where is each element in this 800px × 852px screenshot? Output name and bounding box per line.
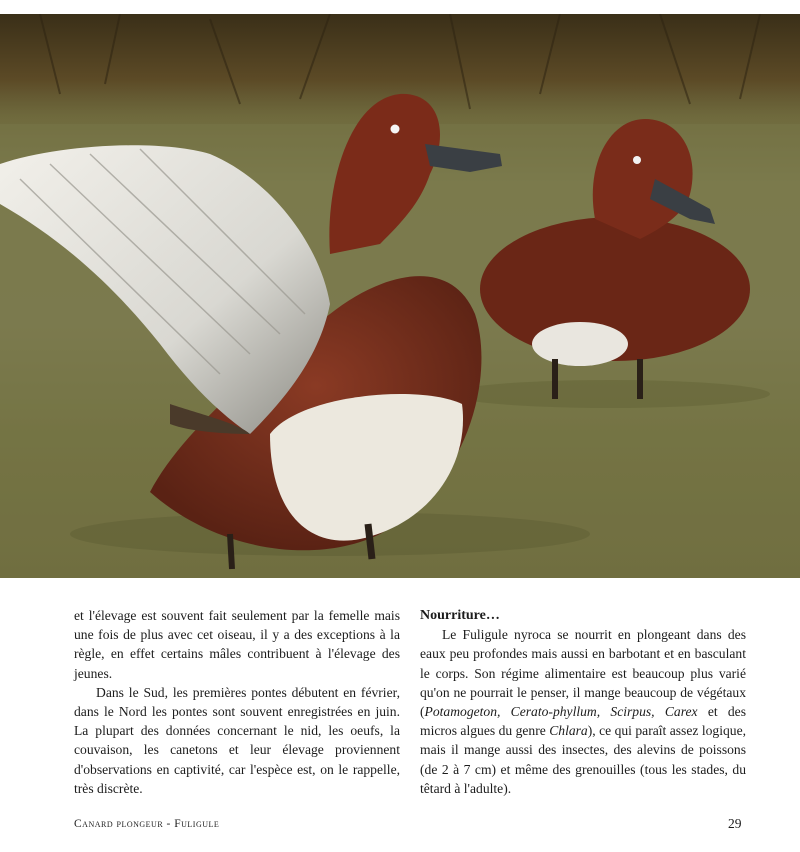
left-paragraph-1: et l'élevage est souvent fait seulement par la femelle mais une fois de plus avec cet oiseau, il y a des exceptions à la règle, en effet certains mâles contribuent à l'élevage des jeunes. xyxy=(74,608,400,681)
left-paragraph-2: Dans le Sud, les premières pontes débutent en février, dans le Nord les pontes sont souvent enregistrées en juin. La plupart des données concernant le nid, les oeufs, la couvaison, les canetons et leur élevage proviennent d'observations en captivité, car l'espèce est, on le rappelle, très discrète. xyxy=(74,684,400,796)
running-title: Canard plongeur - Fuligule xyxy=(74,818,220,830)
left-text-column xyxy=(74,606,400,798)
ferruginous-duck-photo xyxy=(0,14,800,578)
right-paragraph-text-mid: et des micros algues du genre xyxy=(420,704,746,739)
right-paragraph-1 xyxy=(420,625,746,798)
section-heading-nourriture: Nourriture… xyxy=(420,608,500,623)
plant-genera: Potamogeton, Cerato-phyllum, Scirpus, Carex xyxy=(424,704,698,720)
right-text-column xyxy=(420,606,746,798)
algae-genus: Chlara xyxy=(549,723,588,739)
page-number: 29 xyxy=(728,816,742,831)
right-paragraph-text-end: ), ce qui paraît assez logique, mais il mange aussi des insectes, des alevins de poissons (de 2 à 7 cm) et même des grenouilles (tous les stades, du têtard à l'adulte). xyxy=(420,723,747,796)
duck-photo xyxy=(0,14,800,578)
right-paragraph-text-start: Le Fuligule nyroca se nourrit en plongeant dans des eaux peu profondes mais aussi en barbotant et en basculant le corps. Son régime alimentaire est beaucoup plus varié qu'on ne pourrait le penser, il mange beaucoup de végétaux ( xyxy=(420,627,746,720)
